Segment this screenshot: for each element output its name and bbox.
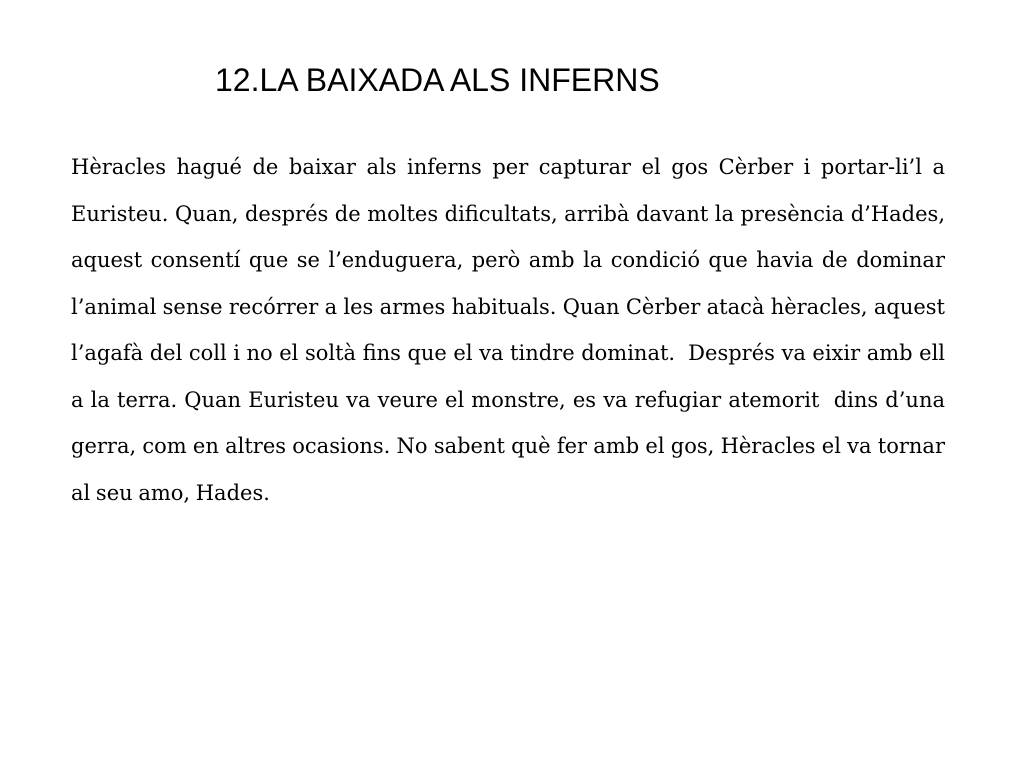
slide-title: 12.LA BAIXADA ALS INFERNS	[215, 62, 660, 98]
slide-body-text: Hèracles hagué de baixar als inferns per capturar el gos Cèrber i portar-li’l a Euristeu. Quan, després de moltes dificultats, arribà davant la presència d’Hades, aquest consentí que se l’enduguera, però amb la condició que havia de dominar l’animal sense recórrer a les armes habituals. Quan Cèrber atacà hèracles, aquest l’agafà del coll i no el soltà fins que el va tindre dominat. Després va eixir amb ell a la terra. Quan Euristeu va veure el monstre, es va refugiar atemorit dins d’una gerra, com en altres ocasions. No sabent què fer amb el gos, Hèracles el va tornar al seu amo, Hades.	[71, 155, 951, 505]
